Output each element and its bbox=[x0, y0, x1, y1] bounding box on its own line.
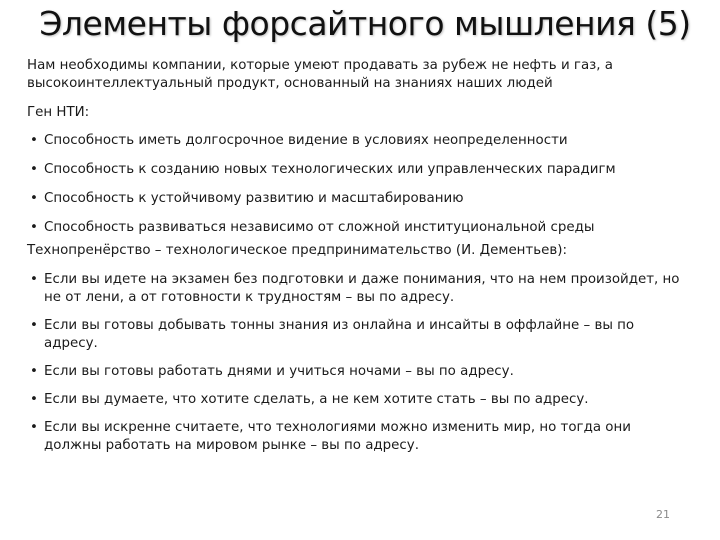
list-item-text: Способность к устойчивому развитию и масштабированию bbox=[44, 191, 464, 206]
gen-nti-label: Ген НТИ: bbox=[27, 105, 90, 120]
list-item-text: Если вы готовы работать днями и учиться ночами – вы по адресу. bbox=[44, 364, 514, 379]
bullet-icon: • bbox=[30, 392, 38, 407]
list-item-text: Способность к созданию новых технологических или управленческих парадигм bbox=[44, 162, 616, 177]
bullet-icon: • bbox=[30, 162, 38, 177]
list-item bbox=[27, 190, 692, 208]
bullet-icon: • bbox=[30, 318, 38, 333]
list-item-text: Способность развиваться независимо от сложной институциональной среды bbox=[44, 220, 595, 235]
technopreneurship-label: Технопренёрство – технологическое предпринимательство (И. Дементьев): bbox=[27, 243, 567, 258]
bullet-icon: • bbox=[30, 420, 38, 435]
bullet-icon: • bbox=[30, 272, 38, 287]
list-item-text: Если вы искренне считаете, что технологиями можно изменить мир, но тогда они должны работать на мировом рынке – вы по адресу. bbox=[44, 420, 631, 453]
slide-body bbox=[27, 57, 692, 455]
slide-title: Элементы форсайтного мышления (5) bbox=[39, 4, 691, 43]
list-item-text: Способность иметь долгосрочное видение в условиях неопределенности bbox=[44, 133, 568, 148]
list-item bbox=[27, 219, 692, 237]
list-item-text: Если вы готовы добывать тонны знания из онлайна и инсайты в оффлайне – вы по адресу. bbox=[44, 318, 635, 351]
bullet-icon: • bbox=[30, 191, 38, 206]
list-item bbox=[27, 419, 692, 455]
list-item bbox=[27, 271, 692, 307]
list-item bbox=[27, 391, 692, 409]
bullet-icon: • bbox=[30, 220, 38, 235]
list-item bbox=[27, 317, 692, 353]
list-item bbox=[27, 161, 692, 179]
page-number: 21 bbox=[656, 508, 670, 521]
technopreneurship-list bbox=[27, 271, 692, 455]
list-item-text: Если вы идете на экзамен без подготовки и даже понимания, что на нем произойдет, но не от лени, а от готовности к трудностям – вы по адресу. bbox=[44, 272, 680, 305]
list-item bbox=[27, 363, 692, 381]
list-item bbox=[27, 132, 692, 150]
list-item-text: Если вы думаете, что хотите сделать, а не кем хотите стать – вы по адресу. bbox=[44, 392, 589, 407]
gen-nti-list bbox=[27, 132, 692, 237]
bullet-icon: • bbox=[30, 364, 38, 379]
intro-paragraph: Нам необходимы компании, которые умеют продавать за рубеж не нефть и газ, а высокоинтеллектуальный продукт, основанный на знаниях наших людей bbox=[27, 58, 613, 91]
bullet-icon: • bbox=[30, 133, 38, 148]
